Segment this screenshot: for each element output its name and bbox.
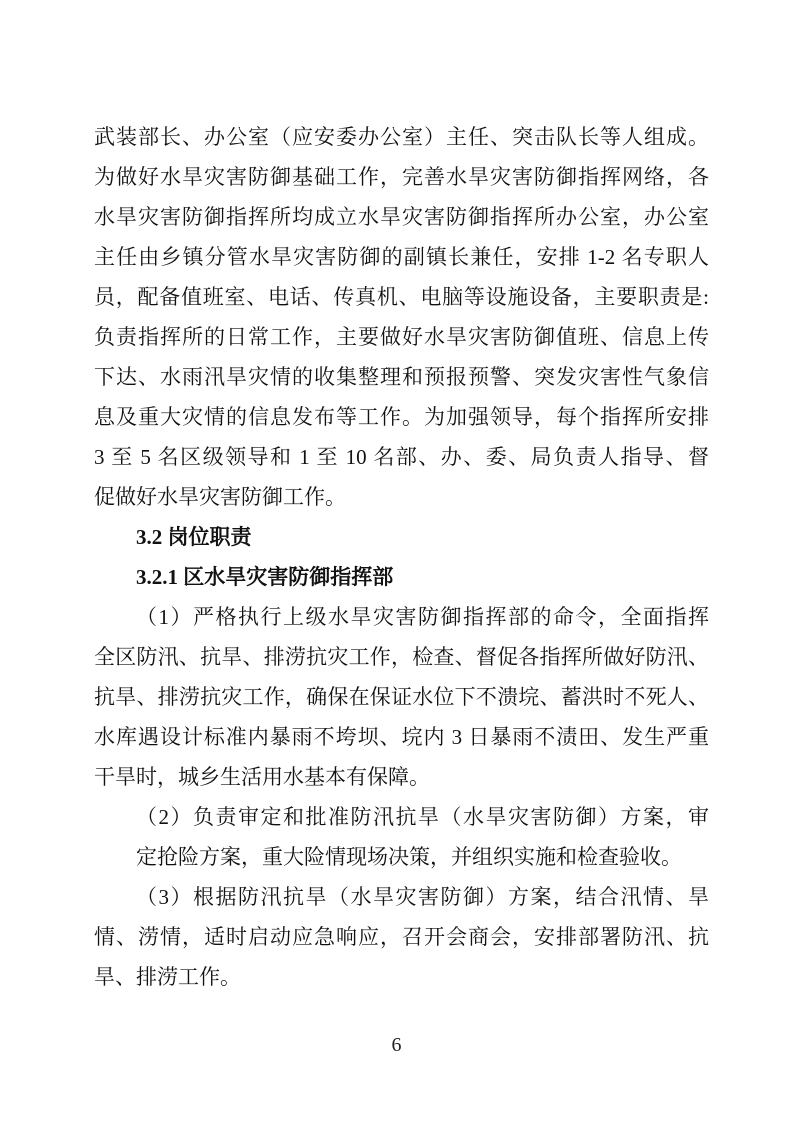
text-line: （3）根据防汛抗旱（水旱灾害防御）方案，结合汛情、旱 [136,885,709,909]
text-line: 水旱灾害防御指挥所均成立水旱灾害防御指挥所办公室，办公室 [94,205,709,229]
text-line: 主任由乡镇分管水旱灾害防御的副镇长兼任，安排 1-2 名专职人 [94,245,709,269]
text-line: 促做好水旱灾害防御工作。 [94,485,346,509]
text-line: 全区防汛、抗旱、排涝抗灾工作，检查、督促各指挥所做好防汛、 [94,645,709,669]
text-line: 息及重大灾情的信息发布等工作。为加强领导，每个指挥所安排 [94,405,709,429]
page-number: 6 [391,1034,402,1056]
subsection-heading: 3.2.1 区水旱灾害防御指挥部 [136,565,394,589]
text-line: 干旱时，城乡生活用水基本有保障。 [94,765,430,789]
text-line: 情、涝情，适时启动应急响应，召开会商会，安排部署防汛、抗 [94,925,709,949]
text-line: 为做好水旱灾害防御基础工作，完善水旱灾害防御指挥网络，各 [94,165,709,189]
text-line: 负责指挥所的日常工作，主要做好水旱灾害防御值班、信息上传 [94,325,709,349]
section-heading: 3.2 岗位职责 [136,525,252,549]
text-line: 下达、水雨汛旱灾情的收集整理和预报预警、突发灾害性气象信 [94,365,709,389]
text-line: 员，配备值班室、电话、传真机、电脑等设施设备，主要职责是: [94,285,709,309]
text-line: 旱、排涝工作。 [94,965,241,989]
text-line: 定抢险方案，重大险情现场决策，并组织实施和检查验收。 [136,845,682,869]
text-line: 水库遇设计标准内暴雨不垮坝、垸内 3 日暴雨不渍田、发生严重 [94,725,709,749]
text-line: 武装部长、办公室（应安委办公室）主任、突击队长等人组成。 [94,125,709,149]
text-line: 抗旱、排涝抗灾工作，确保在保证水位下不溃垸、蓄洪时不死人、 [94,685,709,709]
text-line: （1）严格执行上级水旱灾害防御指挥部的命令，全面指挥 [136,605,709,629]
text-line: 3 至 5 名区级领导和 1 至 10 名部、办、委、局负责人指导、督 [94,445,709,469]
text-line: （2）负责审定和批准防汛抗旱（水旱灾害防御）方案，审 [136,805,709,829]
document-body [94,117,709,997]
